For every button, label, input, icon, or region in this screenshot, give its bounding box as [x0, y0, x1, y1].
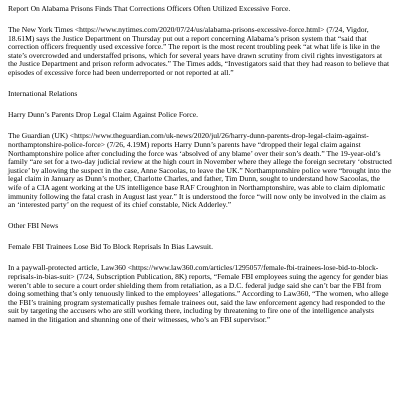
article-headline-harry-dunn: Harry Dunn’s Parents Drop Legal Claim Against Police Force. [8, 110, 199, 120]
article-headline-female-fbi-trainees: Female FBI Trainees Lose Bid To Block Reprisals In Bias Lawsuit. [8, 242, 213, 252]
article-headline-alabama-prisons: Report On Alabama Prisons Finds That Corrections Officers Often Utilized Excessive Force. [8, 4, 291, 13]
article-body-alabama-prisons: The New York Times <https://www.nytimes.com/2020/07/24/us/alabama-prisons-excessive-force.html> (7/24, Vigdor, 18.61M) says the Justice Department on Thursday put out a report concerning Alabama’s prison system that “said that correction officers frequently used excessive force.” The report is the most recent troubling peek “at what life is like in the state’s overcrowded and understaffed prisons, which for several years have drawn scrutiny from civil rights investigators at the Justice Department and prison reform advocates.” The Times adds, “Investigators said that they had reason to believe that episodes of excessive force had been underreported or not reported at all.” [8, 25, 390, 78]
section-heading-other-fbi-news: Other FBI News [8, 221, 59, 231]
section-heading-international-relations: International Relations [8, 89, 78, 99]
article-body-female-fbi-trainees: In a paywall-protected article, Law360 <https://www.law360.com/articles/1295057/female-fbi-trainees-lose-bid-to-block-reprisals-in-bias-suit> (7/24, Subscription Publication, 8K) reports, “Female FBI employees suing the agency for gender bias weren’t able to secure a court order shielding them from retaliation, as a D.C. federal judge said she can’t bar the FBI from doing something that’s only tenuously linked to the employees’ allegations.” According to Law360, “The women, who allege the FBI’s training program systematically pushes female trainees out, said the law enforcement agency had responded to the suit by targeting the accusers who are still working there, including by threatening to fire one of the intelligence analysts named in the litigation and shunning one of their witnesses, who’s an FBI supervisor.” [8, 263, 389, 324]
article-body-harry-dunn: The Guardian (UK) <https://www.theguardian.com/uk-news/2020/jul/26/harry-dunn-parents-drop-legal-claim-against-northamptonshire-police-force> (7/26, 4.19M) reports Harry Dunn’s parents have “dropped their legal claim against Northamptonshire police after concluding the force was ‘absolved of any blame’ over their son’s death.” The 19-year-old’s family “are set for a two-day judicial review at the high court in November where they allege the foreign secretary ‘obstructed justice’ by allowing the suspect in the case, Anne Sacoolas, to leave the UK.” Northamptonshire police were “brought into the legal claim in January as Dunn’s mother, Charlotte Charles, and father, Tim Dunn, sought to understand how Sacoolas, the wife of a CIA agent working at the US intelligence base RAF Croughton in Northamptonshire, was able to claim diplomatic immunity following the fatal crash in August last year.” It is understood the force “will now only be involved in the claim as an ‘interested party’ on the request of its chief constable, Nick Adderley.” [8, 131, 392, 210]
